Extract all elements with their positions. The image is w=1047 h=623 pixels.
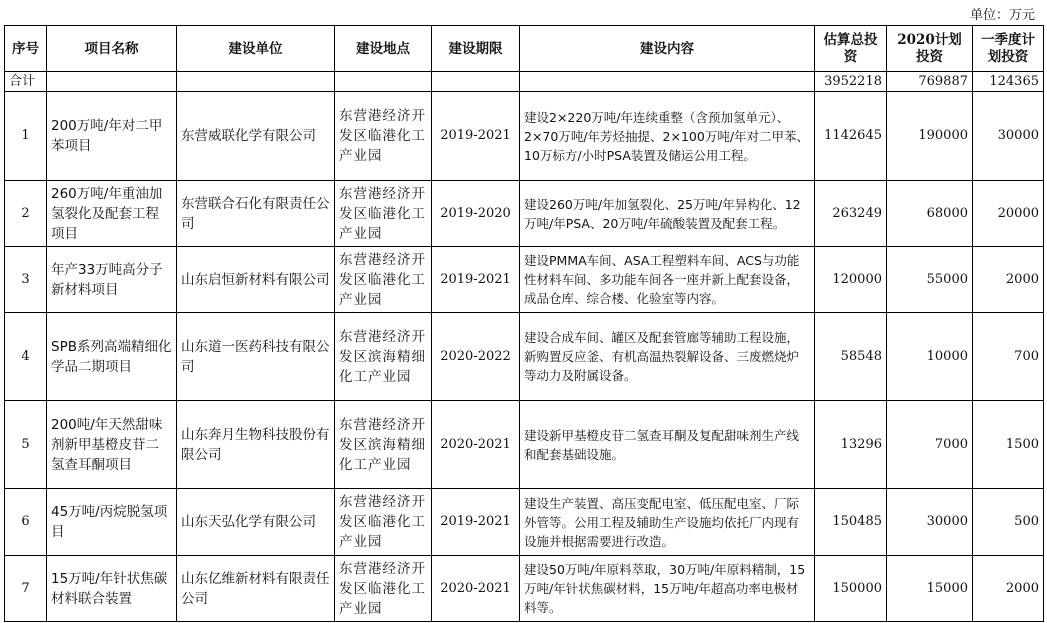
header-name: 项目名称 [47, 26, 177, 72]
row-project-name: 200万吨/年对二甲苯项目 [47, 92, 177, 181]
total-invest-2020: 769887 [887, 72, 973, 92]
total-empty [520, 72, 815, 92]
row-total-invest: 1142645 [815, 92, 887, 181]
row-seq: 3 [5, 247, 47, 313]
header-unit: 建设单位 [177, 26, 335, 72]
table-row [5, 489, 1044, 556]
total-empty [432, 72, 520, 92]
row-content: 建设260万吨/年加氢裂化、25万吨/年异构化、12万吨/年PSA、20万吨/年硫酸装置及配套工程。 [520, 181, 815, 247]
row-q1-invest: 1500 [973, 401, 1044, 489]
row-period: 2020-2021 [432, 556, 520, 622]
project-table [4, 25, 1044, 622]
total-label: 合计 [5, 72, 47, 92]
total-total-invest: 3952218 [815, 72, 887, 92]
header-seq: 序号 [5, 26, 47, 72]
row-total-invest: 13296 [815, 401, 887, 489]
row-total-invest: 263249 [815, 181, 887, 247]
row-invest-2020: 55000 [887, 247, 973, 313]
row-location: 东营港经济开发区临港化工产业园 [335, 92, 432, 181]
header-q1-invest: 一季度计划投资 [973, 26, 1044, 72]
row-seq: 1 [5, 92, 47, 181]
row-project-name: 45万吨/丙烷脱氢项目 [47, 489, 177, 556]
row-q1-invest: 30000 [973, 92, 1044, 181]
row-content: 建设新甲基橙皮苷二氢查耳酮及复配甜味剂生产线和配套基础设施。 [520, 401, 815, 489]
row-location: 东营港经济开发区临港化工产业园 [335, 181, 432, 247]
row-period: 2020-2021 [432, 401, 520, 489]
row-period: 2019-2021 [432, 92, 520, 181]
table-row [5, 556, 1044, 622]
header-period: 建设期限 [432, 26, 520, 72]
row-total-invest: 150485 [815, 489, 887, 556]
table-row [5, 313, 1044, 401]
header-content: 建设内容 [520, 26, 815, 72]
table-row [5, 247, 1044, 313]
row-project-name: 260万吨/年重油加氢裂化及配套工程项目 [47, 181, 177, 247]
row-unit: 山东启恒新材料有限公司 [177, 247, 335, 313]
row-location: 东营港经济开发区临港化工产业园 [335, 489, 432, 556]
table-row [5, 401, 1044, 489]
row-q1-invest: 700 [973, 313, 1044, 401]
header-location: 建设地点 [335, 26, 432, 72]
table-row [5, 92, 1044, 181]
total-empty [47, 72, 177, 92]
row-seq: 5 [5, 401, 47, 489]
row-project-name: SPB系列高端精细化学品二期项目 [47, 313, 177, 401]
row-total-invest: 120000 [815, 247, 887, 313]
row-period: 2019-2021 [432, 489, 520, 556]
row-project-name: 年产33万吨高分子新材料项目 [47, 247, 177, 313]
header-invest-2020: 2020计划投资 [887, 26, 973, 72]
row-q1-invest: 2000 [973, 556, 1044, 622]
row-location: 东营港经济开发区滨海精细化工产业园 [335, 401, 432, 489]
row-unit: 东营威联化学有限公司 [177, 92, 335, 181]
row-content: 建设PMMA车间、ASA工程塑料车间、ACS与功能性材料车间、多功能车间各一座并新上配套设备，成品仓库、综合楼、化验室等内容。 [520, 247, 815, 313]
row-invest-2020: 30000 [887, 489, 973, 556]
row-period: 2019-2021 [432, 247, 520, 313]
row-project-name: 200吨/年天然甜味剂新甲基橙皮苷二氢查耳酮项目 [47, 401, 177, 489]
total-q1-invest: 124365 [973, 72, 1044, 92]
table-row [5, 181, 1044, 247]
unit-label: 单位：万元 [969, 8, 1035, 23]
row-content: 建设50万吨/年原料萃取，30万吨/年原料精制，15万吨/年针状焦碳材料，15万吨/年超高功率电极材料等。 [520, 556, 815, 622]
row-q1-invest: 500 [973, 489, 1044, 556]
row-invest-2020: 7000 [887, 401, 973, 489]
row-unit: 山东奔月生物科技股份有限公司 [177, 401, 335, 489]
row-total-invest: 150000 [815, 556, 887, 622]
row-seq: 6 [5, 489, 47, 556]
row-content: 建设生产装置、高压变配电室、低压配电室、厂际外管等。公用工程及辅助生产设施均依托厂内现有设施并根据需要进行改造。 [520, 489, 815, 556]
row-q1-invest: 20000 [973, 181, 1044, 247]
row-content: 建设2×220万吨/年连续重整（含预加氢单元）、2×70万吨/年芳烃抽提、2×100万吨/年对二甲苯、10万标方/小时PSA装置及储运公用工程。 [520, 92, 815, 181]
row-invest-2020: 15000 [887, 556, 973, 622]
row-seq: 4 [5, 313, 47, 401]
row-unit: 东营联合石化有限责任公司 [177, 181, 335, 247]
row-location: 东营港经济开发区滨海精细化工产业园 [335, 313, 432, 401]
row-location: 东营港经济开发区临港化工产业园 [335, 247, 432, 313]
row-invest-2020: 10000 [887, 313, 973, 401]
header-total-invest: 估算总投资 [815, 26, 887, 72]
row-period: 2020-2022 [432, 313, 520, 401]
row-unit: 山东亿维新材料有限责任公司 [177, 556, 335, 622]
row-unit: 山东天弘化学有限公司 [177, 489, 335, 556]
row-seq: 7 [5, 556, 47, 622]
row-invest-2020: 190000 [887, 92, 973, 181]
row-content: 建设合成车间、罐区及配套管廊等辅助工程设施，新购置反应釜、有机高温热裂解设备、三废燃烧炉等动力及附属设备。 [520, 313, 815, 401]
row-invest-2020: 68000 [887, 181, 973, 247]
header-row [5, 26, 1044, 72]
row-period: 2019-2020 [432, 181, 520, 247]
row-q1-invest: 2000 [973, 247, 1044, 313]
total-empty [335, 72, 432, 92]
row-unit: 山东道一医药科技有限公司 [177, 313, 335, 401]
total-empty [177, 72, 335, 92]
row-location: 东营港经济开发区临港化工产业园 [335, 556, 432, 622]
row-total-invest: 58548 [815, 313, 887, 401]
total-row [5, 72, 1044, 92]
row-project-name: 15万吨/年针状焦碳材料联合装置 [47, 556, 177, 622]
row-seq: 2 [5, 181, 47, 247]
